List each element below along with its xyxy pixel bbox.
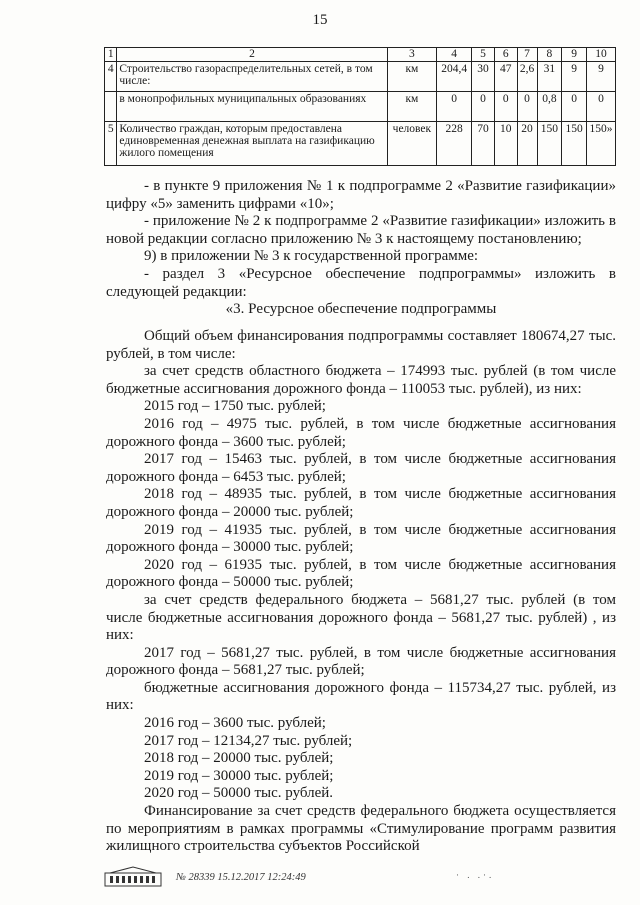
table-header-cell: 6 [494, 48, 517, 62]
table-header-cell: 4 [437, 48, 472, 62]
paragraph: за счет средств областного бюджета – 174993 тыс. рублей (в том числе бюджетные ассигнования дорожного фонда – 110053 тыс. рублей), из них: [106, 363, 616, 397]
value-cell: 0 [587, 92, 616, 122]
value-cell: 10 [494, 122, 517, 166]
value-cell: 9 [587, 62, 616, 92]
value-cell: 0 [517, 92, 537, 122]
value-cell: 31 [537, 62, 562, 92]
table-row [105, 92, 616, 122]
financing-block [106, 328, 616, 856]
indicator-name: Количество граждан, которым предоставлена единовременная денежная выплата на газификацию жилого помещения [117, 122, 387, 166]
table-header-cell: 7 [517, 48, 537, 62]
value-cell: 30 [472, 62, 495, 92]
paragraph: 2019 год – 41935 тыс. рублей, в том числе бюджетные ассигнования дорожного фонда – 30000 тыс. рублей; [106, 521, 616, 556]
paragraph: бюджетные ассигнования дорожного фонда – 115734,27 тыс. рублей, из них: [106, 679, 616, 714]
page-number: 15 [312, 12, 328, 28]
value-cell: 0 [437, 92, 472, 122]
paragraph: Общий объем финансирования подпрограммы составляет 180674,27 тыс. рублей, в том числе: [106, 328, 616, 362]
paragraph: 2016 год – 3600 тыс. рублей; [144, 715, 326, 732]
value-cell: 150 [537, 122, 562, 166]
table-row [105, 122, 616, 166]
value-cell: 150» [587, 122, 616, 166]
document-registration-id: № 28339 15.12.2017 12:24:49 [176, 872, 306, 883]
paragraph: 2020 год – 61935 тыс. рублей, в том числе бюджетные ассигнования дорожного фонда – 50000 тыс. рублей; [106, 556, 616, 591]
value-cell: 70 [472, 122, 495, 166]
section-heading: «3. Ресурсное обеспечение подпрограммы [225, 301, 497, 318]
value-cell: 228 [437, 122, 472, 166]
paragraph: Финансирование за счет средств федерального бюджета осуществляется по мероприятиям в рамках программы «Стимулирование программ развития жилищного строительства субъектов Российской [106, 803, 616, 855]
value-cell: 20 [517, 122, 537, 166]
table-row [105, 62, 616, 92]
paragraph: 2017 год – 15463 тыс. рублей, в том числе бюджетные ассигнования дорожного фонда – 6453 тыс. рублей; [106, 451, 616, 485]
table-header-cell: 1 [105, 48, 117, 62]
registry-stamp-icon [104, 866, 162, 888]
table-header-cell: 5 [472, 48, 495, 62]
row-number: 5 [105, 122, 117, 166]
table-header-cell: 8 [537, 48, 562, 62]
paragraph: 2017 год – 5681,27 тыс. рублей, в том числе бюджетные ассигнования дорожного фонда – 5681,27 тыс. рублей; [106, 644, 616, 679]
row-number: 4 [105, 62, 117, 92]
value-cell: 0 [472, 92, 495, 122]
paragraph: 2015 год – 1750 тыс. рублей; [144, 398, 326, 415]
paragraph: 2018 год – 48935 тыс. рублей, в том числе бюджетные ассигнования дорожного фонда – 20000 тыс. рублей; [106, 486, 616, 520]
paragraph: - приложение № 2 к подпрограмме 2 «Развитие газификации» изложить в новой редакции согласно приложению № 3 к настоящему постановлению; [106, 213, 616, 247]
paragraph: - раздел 3 «Ресурсное обеспечение подпрограммы» изложить в следующей редакции: [106, 265, 616, 300]
paragraph: 9) в приложении № 3 к государственной программе: [144, 248, 479, 265]
unit-cell: км [387, 62, 437, 92]
value-cell: 47 [494, 62, 517, 92]
value-cell: 0,8 [537, 92, 562, 122]
value-cell: 0 [562, 92, 587, 122]
value-cell: 0 [494, 92, 517, 122]
unit-cell: км [387, 92, 437, 122]
scan-marks: · . .·. [456, 870, 495, 880]
paragraph: 2016 год – 4975 тыс. рублей, в том числе бюджетные ассигнования дорожного фонда – 3600 тыс. рублей; [106, 415, 616, 450]
unit-cell: человек [387, 122, 437, 166]
paragraph: за счет средств федерального бюджета – 5681,27 тыс. рублей (в том числе бюджетные ассигнования дорожного фонда – 5681,27 тыс. рублей) , из них: [106, 591, 616, 644]
indicators-table [104, 47, 616, 166]
table-header-cell: 10 [587, 48, 616, 62]
row-number [105, 92, 117, 122]
table-header-row [105, 48, 616, 62]
paragraph: 2019 год – 30000 тыс. рублей; [144, 767, 334, 784]
indicator-name: в монопрофильных муниципальных образованиях [117, 92, 387, 122]
paragraph: 2018 год – 20000 тыс. рублей; [144, 750, 334, 767]
value-cell: 204,4 [437, 62, 472, 92]
value-cell: 2,6 [517, 62, 537, 92]
table-header-cell: 3 [387, 48, 437, 62]
document-footer [104, 866, 624, 890]
paragraph: - в пункте 9 приложения № 1 к подпрограмме 2 «Развитие газификации» цифру «5» заменить цифрами «10»; [106, 178, 616, 212]
amendments-block [106, 178, 616, 319]
table-header-cell: 2 [117, 48, 387, 62]
paragraph: 2017 год – 12134,27 тыс. рублей; [144, 732, 353, 749]
value-cell: 9 [562, 62, 587, 92]
value-cell: 150 [562, 122, 587, 166]
indicator-name: Строительство газораспределительных сетей, в том числе: [117, 62, 387, 92]
paragraph: 2020 год – 50000 тыс. рублей. [144, 785, 334, 802]
table-header-cell: 9 [562, 48, 587, 62]
